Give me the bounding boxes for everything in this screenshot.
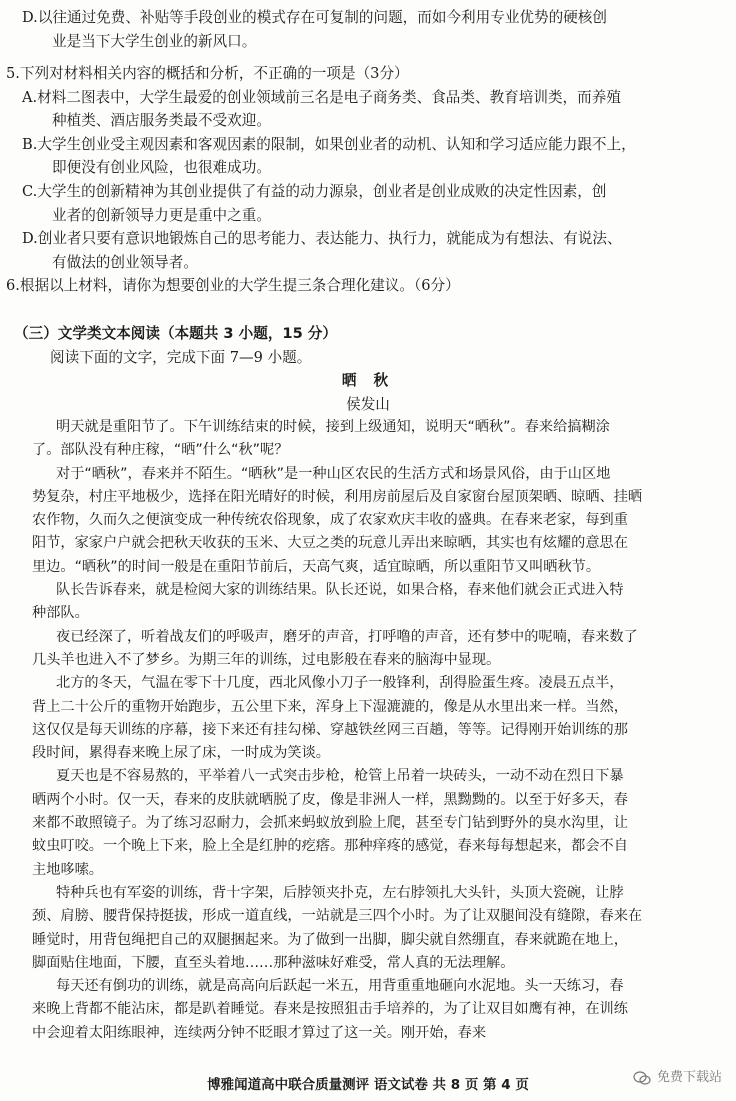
text-line: 势复杂，村庄平地极少，选择在阳光晴好的时候，利用房前屋后及自家窗台屋顶架晒、晾晒、挂晒 — [32, 488, 643, 505]
option-d: D.创业者只要有意识地锻炼自己的思考能力、表达能力、执行力，就能成为有想法、有说法、 — [22, 230, 622, 248]
option-c: C.大学生的创新精神为其创业提供了有益的动力源泉，创业者是创业成败的决定性因素，创 — [22, 182, 607, 200]
text-line: 蚊虫叮咬。一个晚上下来，脸上全是红肿的疙瘩。那种痒疼的感觉，春来每每想起来，都会不自 — [32, 838, 628, 855]
question-stem: 5.下列对材料相关内容的概括和分析，不正确的一项是（3分） — [6, 65, 409, 82]
text-line: 夏天也是不容易熬的，平举着八一式突击步枪，枪管上吊着一块砖头，一动不动在烈日下暴 — [56, 768, 624, 785]
text-line: 农作物，久而久之便演变成一种传统农俗现象，成了农家欢庆丰收的盛典。在春来老家，每到重 — [32, 512, 628, 529]
option-a: A.材料二图表中，大学生最爱的创业领域前三名是电子商务类、食品类、教育培训类，而养殖 — [22, 88, 621, 106]
text-line: 即便没有创业风险，也很难成功。 — [52, 159, 271, 177]
text-line: 中会迎着太阳练眼神，连续两分钟不眨眼才算过了这一关。刚开始，春来 — [32, 1024, 487, 1041]
text-line: 阳节，家家户户就会把秋天收获的玉米、大豆之类的玩意儿弄出来晾晒，其实也有炫耀的意思在 — [32, 535, 628, 552]
story-author: 侯发山 — [346, 395, 390, 413]
text-line: 特种兵也有军姿的训练，背十字架，后脖领夹扑克，左右脖领扎大头针，头顶大瓷碗，让脖 — [56, 884, 624, 901]
section-heading: （三）文学类文本阅读（本题共 3 小题，15 分） — [14, 325, 337, 342]
page-footer: 博雅闻道高中联合质量测评 语文试卷 共 8 页 第 4 页 — [207, 1077, 529, 1093]
story-paragraph — [0, 975, 736, 1045]
story-title: 晒 秋 — [341, 372, 395, 390]
text-line: 主地哆嗦。 — [32, 861, 103, 878]
wechat-icon — [633, 1071, 651, 1085]
text-line: 来晚上背都不能沾床，都是趴着睡觉。春来是按照狙击手培养的，为了让双目如鹰有神，在训练 — [32, 1001, 628, 1018]
section-instruction: 阅读下面的文字，完成下面 7—9 小题。 — [50, 348, 312, 366]
question-5 — [0, 62, 736, 298]
text-line: 段时间，累得春来晚上尿了床，一时成为笑谈。 — [32, 745, 330, 762]
text-line: 里边。“晒秋”的时间一般是在重阳节前后，天高气爽，适宜晾晒，所以重阳节又叫晒秋节。 — [32, 558, 601, 575]
text-line: 夜已经深了，听着战友们的呼吸声，磨牙的声音，打呼噜的声音，还有梦中的呢喃，春来数了 — [56, 628, 638, 645]
text-line: 了。部队没有种庄稼，“晒”什么“秋”呢？ — [32, 442, 289, 459]
watermark-text: 免费下载站 — [656, 1070, 722, 1085]
q4-option-d — [0, 6, 736, 53]
question-6: 6.根据以上材料，请你为想要创业的大学生提三条合理化建议。（6分） — [6, 277, 460, 295]
text-line: 种植类、酒店服务类最不受欢迎。 — [52, 112, 271, 130]
text-line: 睡觉时，用背包绳把自己的双腿捆起来。为了做到一出脚，脚尖就自然绷直，春来就跪在地上， — [32, 931, 628, 948]
story-paragraph — [0, 463, 736, 579]
text-line: 业是当下大学生创业的新风口。 — [52, 32, 257, 50]
story-body — [0, 416, 736, 1045]
text-line: 晒两个小时。仅一天，春来的皮肤就晒脱了皮，像是非洲人一样，黑黝黝的。以至于好多天，春 — [32, 791, 628, 808]
text-line: 对于“晒秋”，春来并不陌生。“晒秋”是一种山区农民的生活方式和场景风俗，由于山区地 — [56, 465, 611, 482]
text-line: 业者的创新领导力更是重中之重。 — [52, 206, 271, 224]
text-line: 明天就是重阳节了。下午训练结束的时候，接到上级通知，说明天“晒秋”。春来给搞糊涂 — [56, 419, 610, 435]
text-line: 颈、肩膀、腰背保持挺拔，形成一道直线，一站就是三四个小时。为了让双腿间没有缝隙，春来在 — [32, 908, 643, 925]
story-paragraph — [0, 882, 736, 975]
text-line: 几头羊也进入不了梦乡。为期三年的训练，过电影般在春来的脑海中显现。 — [32, 651, 501, 668]
text-line: 有做法的创业领导者。 — [52, 253, 198, 271]
text-line: 每天还有倒功的训练，就是高高向后跃起一米五，用背重重地砸向水泥地。头一天练习，春 — [56, 978, 624, 995]
text-line: 队长告诉春来，就是检阅大家的训练结果。队长还说，如果合格，春来他们就会正式进入特 — [56, 582, 624, 599]
story-paragraph — [0, 626, 736, 673]
story-paragraph — [0, 579, 736, 626]
text-line: 来都不敢照镜子。为了练习忍耐力，会抓来蚂蚁放到脸上爬，甚至专门钻到野外的臭水沟里，让 — [32, 815, 628, 832]
text-line: D.以往通过免费、补贴等手段创业的模式存在可复制的问题，而如今利用专业优势的硬核创 — [22, 9, 607, 26]
text-line: 这仅仅是每天训练的序幕，接下来还有挂勾梯、穿越铁丝网三百趟，等等。记得刚开始训练的那 — [32, 721, 628, 738]
text-line: 北方的冬天，气温在零下十几度，西北风像小刀子一般锋利，刮得脸蛋生疼。凌晨五点半， — [56, 675, 624, 692]
text-line: 种部队。 — [32, 605, 89, 622]
text-line: 脚面贴住地面，下腰，直至头着地……那种滋味好难受，常人真的无法理解。 — [32, 954, 515, 971]
option-b: B.大学生创业受主观因素和客观因素的限制，如果创业者的动机、认知和学习适应能力跟不上， — [22, 135, 636, 153]
story-paragraph — [0, 416, 736, 463]
section-3 — [0, 322, 736, 416]
story-paragraph — [0, 672, 736, 765]
story-paragraph — [0, 765, 736, 881]
text-line: 背上二十公斤的重物开始跑步，五公里下来，浑身上下湿漉漉的，像是从水里出来一样。当然， — [32, 698, 628, 715]
watermark — [633, 1066, 722, 1085]
